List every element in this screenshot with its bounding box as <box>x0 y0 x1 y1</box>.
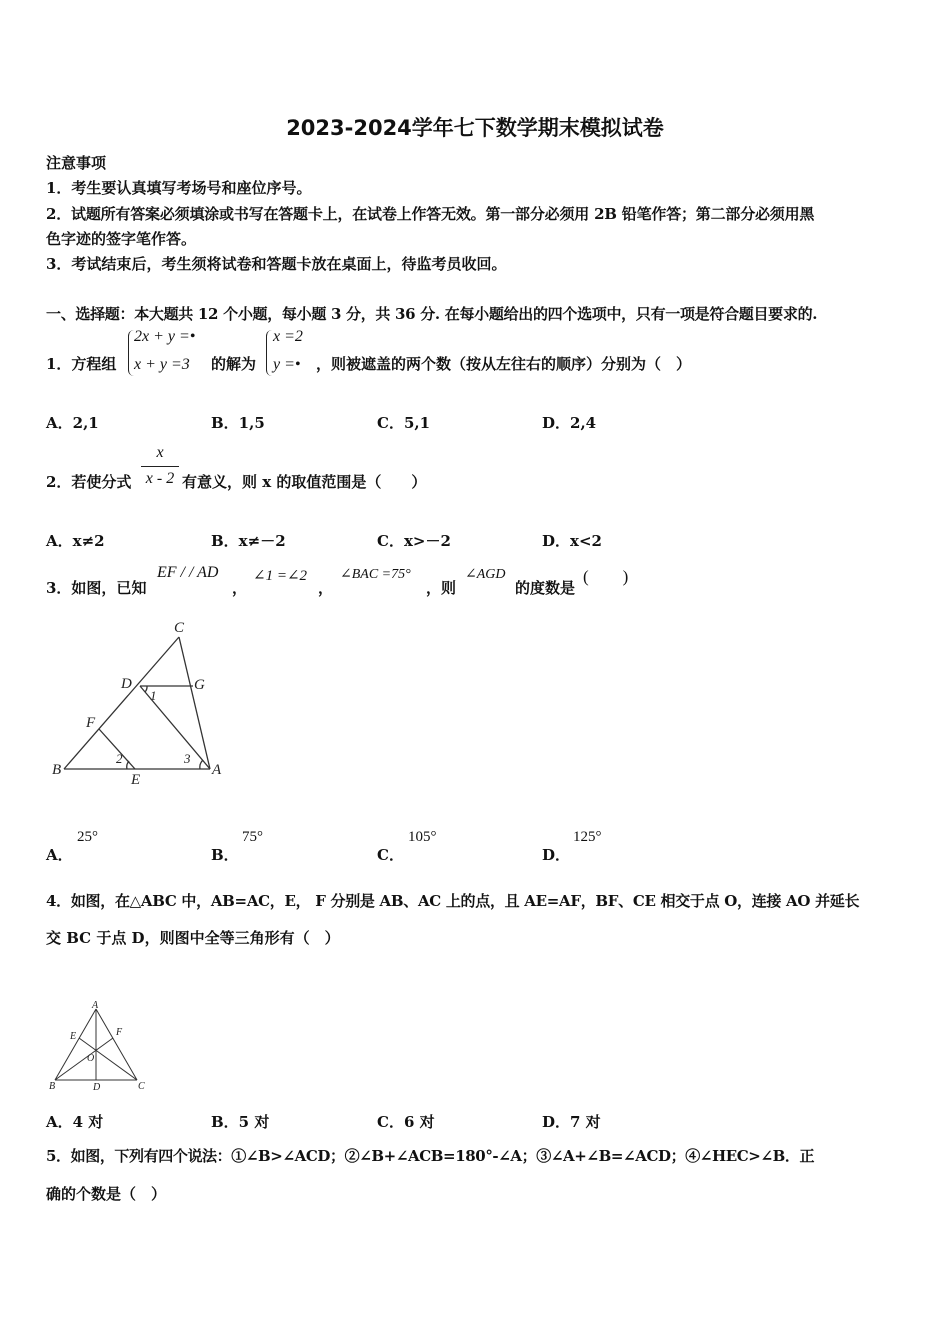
q2-denominator: x - 2 <box>145 470 175 487</box>
q2-option-b[interactable]: B．x≠－2 <box>211 532 286 550</box>
q2-suffix: 有意义，则 x 的取值范围是（ ） <box>182 473 427 491</box>
q1-mid: 的解为 <box>211 355 257 373</box>
notes-heading: 注意事项 <box>46 154 107 172</box>
q4-option-b[interactable]: B．5 对 <box>211 1113 270 1131</box>
q4-label-a: A <box>92 1000 99 1011</box>
q4-segment-ac <box>96 1009 137 1080</box>
q4-line2: 交 BC 于点 D，则图中全等三角形有（ ） <box>46 929 340 947</box>
q4-segment-bf <box>55 1038 113 1080</box>
q3-label-f: F <box>86 715 96 731</box>
q3-suffix: 的度数是 <box>515 579 576 597</box>
q3-label-angle1: 1 <box>150 688 157 703</box>
q3-option-c-letter[interactable]: C． <box>377 846 404 864</box>
notes-item-2: 2．试题所有答案必须填涂或书写在答题卡上，在试卷上作答无效。第一部分必须用 2B 铅笔作答；第二部分必须用黑 <box>46 205 815 223</box>
q3-label-d: D <box>121 676 132 692</box>
q2-option-c[interactable]: C．x>－2 <box>377 532 451 550</box>
q3-label-g: G <box>194 677 205 693</box>
q3-option-d-value[interactable]: 125° <box>573 829 602 845</box>
notes-item-2-cont: 色字迹的签字笔作答。 <box>46 230 197 248</box>
q1-sol2: y =• <box>273 356 301 373</box>
q3-sep1: ， <box>232 579 248 597</box>
q3-label-angle3: 3 <box>184 751 191 766</box>
notes-item-1: 1．考生要认真填写考场号和座位序号。 <box>46 179 312 197</box>
q2-numerator: x <box>156 444 164 461</box>
q3-label-e: E <box>131 772 141 788</box>
q3-option-a-value[interactable]: 25° <box>77 829 98 845</box>
q3-cond2: ∠1 =∠2 <box>253 568 308 584</box>
q3-option-b-letter[interactable]: B． <box>211 846 239 864</box>
q1-option-a[interactable]: A．2,1 <box>46 414 99 432</box>
q1-prefix: 1．方程组 <box>46 355 117 373</box>
q4-label-b: B <box>49 1081 56 1092</box>
q3-label-a: A <box>212 762 222 778</box>
q3-cond1: EF / / AD <box>157 564 219 581</box>
q5-line1: 5．如图，下列有四个说法：①∠B>∠ACD；②∠B+∠ACB=180°-∠A；③∠A+∠B=∠ACD；④∠HEC>∠B．正 <box>46 1147 815 1165</box>
q1-suffix: ，则被遮盖的两个数（按从左往右的顺序）分别为（ ） <box>316 355 692 373</box>
q3-target: ∠AGD <box>465 567 506 582</box>
q4-option-d[interactable]: D．7 对 <box>542 1113 601 1131</box>
q3-option-d-letter[interactable]: D． <box>542 846 571 864</box>
q3-cond3: ∠BAC =75° <box>340 567 411 582</box>
q1-option-b[interactable]: B．1,5 <box>211 414 265 432</box>
q4-label-c: C <box>138 1081 145 1092</box>
q4-option-a[interactable]: A．4 对 <box>46 1113 104 1131</box>
q1-eq1: 2x + y =• <box>134 328 196 345</box>
q2-option-a[interactable]: A．x≠2 <box>46 532 105 550</box>
q2-option-d[interactable]: D．x<2 <box>542 532 602 550</box>
q2-prefix: 2．若使分式 <box>46 473 132 491</box>
notes-item-3: 3．考试结束后，考生须将试卷和答题卡放在桌面上，待监考员收回。 <box>46 255 507 273</box>
q1-option-c[interactable]: C．5,1 <box>377 414 431 432</box>
page-title: 2023-2024学年七下数学期末模拟试卷 <box>286 116 664 140</box>
section1-heading: 一、选择题：本大题共 12 个小题，每小题 3 分，共 36 分. 在每小题给出的四个选项中，只有一项是符合题目要求的. <box>46 305 818 323</box>
q3-option-b-value[interactable]: 75° <box>242 829 263 845</box>
q3-option-c-value[interactable]: 105° <box>408 829 437 845</box>
q3-label-c: C <box>174 620 185 636</box>
q3-label-b: B <box>52 762 62 778</box>
q4-segment-ab <box>55 1009 96 1080</box>
q3-answer-paren: ( ) <box>583 567 629 586</box>
q4-label-f: F <box>116 1027 123 1038</box>
q4-label-o: O <box>87 1053 95 1064</box>
q1-sol1: x =2 <box>273 328 303 345</box>
q3-label-angle2: 2 <box>116 751 123 766</box>
q3-option-a-letter[interactable]: A． <box>46 846 73 864</box>
q3-prefix: 3．如图，已知 <box>46 579 147 597</box>
q4-label-d: D <box>93 1082 101 1093</box>
q1-eq2: x + y =3 <box>134 356 190 373</box>
q3-sep3: ，则 <box>426 579 457 597</box>
q3-sep2: ， <box>318 579 334 597</box>
q1-option-d[interactable]: D．2,4 <box>542 414 597 432</box>
q4-label-e: E <box>70 1031 77 1042</box>
q5-line2: 确的个数是（ ） <box>46 1185 167 1203</box>
q4-line1: 4．如图，在△ABC 中，AB=AC，E， F 分别是 AB、AC 上的点，且 AE=AF，BF、CE 相交于点 O，连接 AO 并延长 <box>46 892 860 910</box>
q4-option-c[interactable]: C．6 对 <box>377 1113 435 1131</box>
